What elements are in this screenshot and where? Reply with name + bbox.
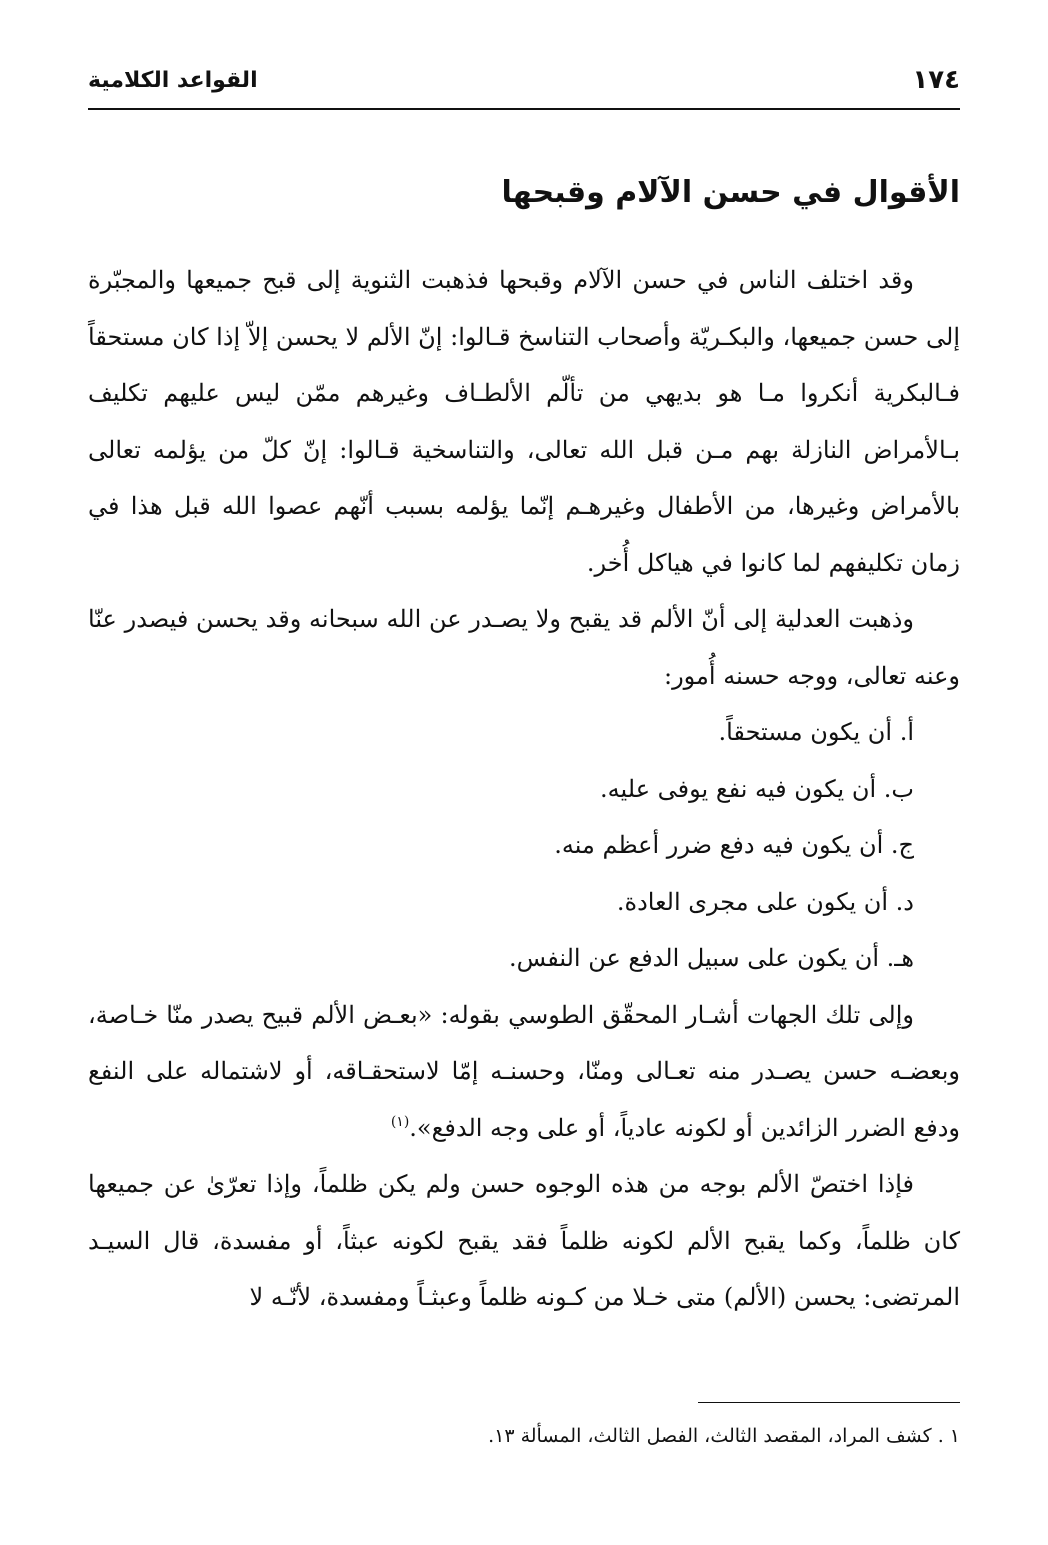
paragraph-4: فإذا اختصّ الألم بوجه من هذه الوجوه حسن ولم يكن ظلماً، وإذا تعرّىٰ عن جميعها كان ظلماً، وكما يقبح الألم لكونه ظلماً فقد يقبح لكونه عبثاً، أو مفسدة، قال السيـد المرتضى: يحسن (الألم) متى خـلا من كـونه ظلماً وعبثـاً ومفسدة، لأنّـه لا (88, 1170, 961, 1311)
paragraph-3-text: وإلى تلك الجهات أشـار المحقّق الطوسي بقوله: «بعـض الألم قبيح يصدر منّا خـاصة، وبعضـه حسن يصـدر منه تعـالى ومنّا، وحسنـه إمّا لاستحقـاقه، أو لاشتماله على النفع ودفع الضرر الزائدين أو لكونه عادياً، أو على وجه الدفع». (88, 1000, 960, 1142)
body-text (88, 252, 960, 1326)
list-item: هـ. أن يكون على سبيل الدفع عن النفس. (508, 944, 914, 972)
list-item: ج. أن يكون فيه دفع ضرر أعظم منه. (554, 831, 914, 859)
aspects-list (88, 704, 960, 987)
footnote-reference: (١) (390, 1113, 410, 1130)
header-rule (88, 108, 960, 110)
paragraph-3 (88, 987, 960, 1157)
running-header (88, 60, 960, 100)
list-item: د. أن يكون على مجرى العادة. (616, 887, 914, 916)
paragraph-1: وقد اختلف الناس في حسن الآلام وقبحها فذهبت الثنوية إلى قبح جميعها والمجبّرة إلى حسن جميعها، والبكـريّة وأصحاب التناسخ قـالوا: إنّ الألم لا يحسن إلاّ إذا كان مستحقاً فـالبكرية أنكروا مـا هو بديهي من تألّم الألطـاف وغيرهم ممّن ليس عليهم تكليف بـالأمراض النازلة بهم مـن قبل الله تعالى، والتناسخية قـالوا: إنّ كلّ من يؤلمه تعالى بالأمراض وغيرها، من الأطفال وغيرهـم إنّما يؤلمه بسبب أنّهم عصوا الله قبل هذا في زمان تكليفهم لما كانوا في هياكل أُخر. (88, 266, 960, 577)
book-title: القواعد الكلامية (88, 67, 258, 93)
list-item: أ. أن يكون مستحقاً. (718, 718, 914, 746)
page-number: ١٧٤ (912, 65, 960, 95)
footnote-rule (698, 1402, 960, 1403)
section-heading: الأقوال في حسن الآلام وقبحها (501, 175, 960, 210)
book-page (88, 0, 960, 1545)
footnote: ١ . كشف المراد، المقصد الثالث، الفصل الثالث، المسألة ١٣. (488, 1425, 960, 1447)
list-item: ب. أن يكون فيه نفع يوفى عليه. (600, 774, 914, 803)
paragraph-2: وذهبت العدلية إلى أنّ الألم قد يقبح ولا يصـدر عن الله سبحانه وقد يحسن فيصدر عنّا وعنه تعالى، ووجه حسنه أُمور: (88, 605, 960, 690)
